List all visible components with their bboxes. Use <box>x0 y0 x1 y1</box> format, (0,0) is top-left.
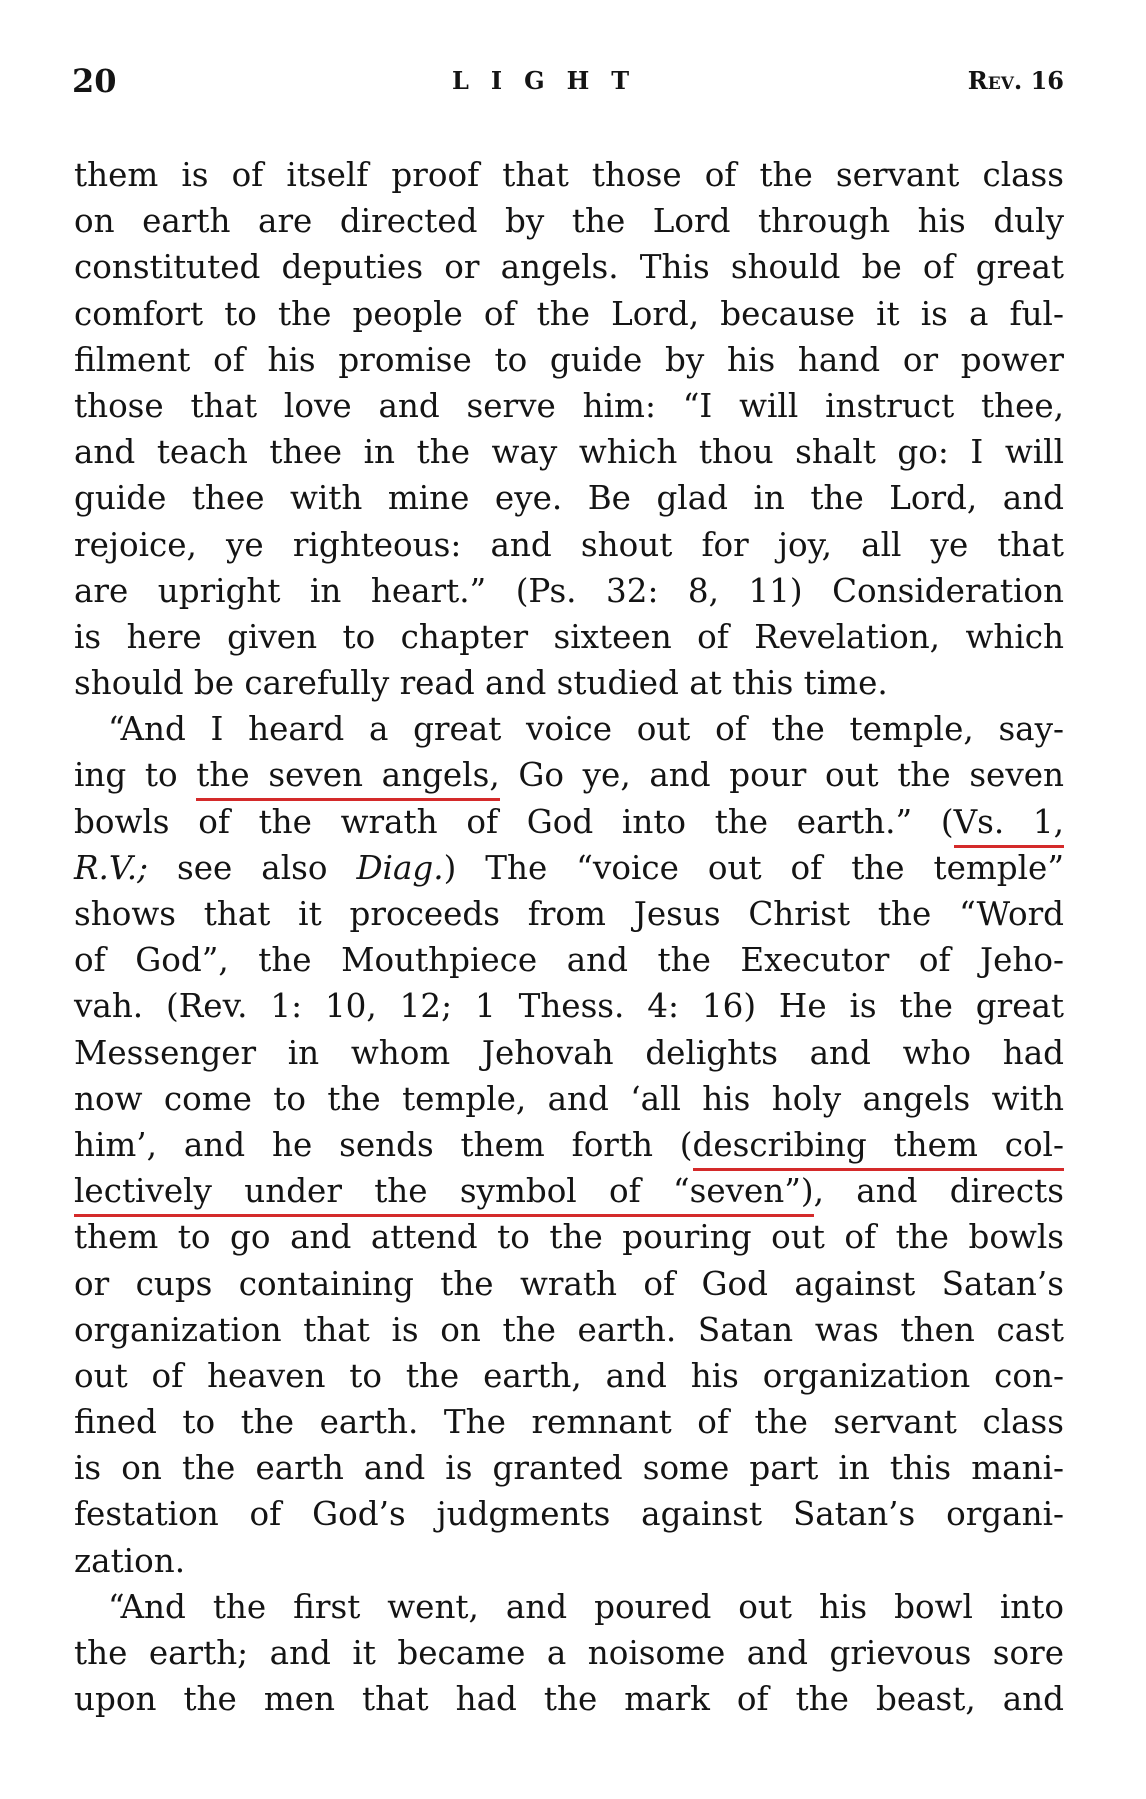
red-underline-annotation: Vs. 1, <box>954 803 1064 848</box>
text-segment: bowls of the wrath of God into the earth.” ( <box>74 802 954 841</box>
section-reference: Rev. 16 <box>967 66 1064 95</box>
text-line: out of heaven to the earth, and his organization con- <box>74 1356 1064 1395</box>
text-segment: , and directs <box>813 1172 1064 1211</box>
text-line: those that love and serve him: “I will instruct thee, <box>74 386 1064 425</box>
text-line: now come to the temple, and ‘all his holy angels with <box>74 1079 1064 1118</box>
text-line: is here given to chapter sixteen of Revelation, which <box>74 617 1064 656</box>
text-line: fined to the earth. The remnant of the servant class <box>74 1403 1064 1442</box>
text-line: vah. (Rev. 1: 10, 12; 1 Thess. 4: 16) He is the great <box>74 987 1064 1026</box>
text-line: them to go and attend to the pouring out of the bowls <box>74 1218 1064 1257</box>
text-line: and teach thee in the way which thou shalt go: I will <box>74 433 1064 472</box>
red-underline-annotation: lectively under the symbol of “seven”) <box>74 1172 814 1217</box>
text-line: Messenger in whom Jehovah delights and who had <box>74 1033 1064 1072</box>
text-line: constituted deputies or angels. This should be of great <box>74 248 1064 287</box>
text-line: rejoice, ye righteous: and shout for joy, all ye that <box>74 525 1064 564</box>
text-line: them is of itself proof that those of the servant class <box>74 156 1064 194</box>
text-line: are upright in heart.” (Ps. 32: 8, 11) Consideration <box>74 571 1064 610</box>
text-line: comfort to the people of the Lord, because it is a ful- <box>74 294 1064 333</box>
text-line: filment of his promise to guide by his hand or power <box>74 340 1064 379</box>
italic-segment: Diag. <box>356 848 444 887</box>
text-line: or cups containing the wrath of God against Satan’s <box>74 1264 1064 1303</box>
text-line: shows that it proceeds from Jesus Christ the “Word <box>74 895 1064 933</box>
text-line: of God”, the Mouthpiece and the Executor of Jeho- <box>74 941 1064 980</box>
text-line: on earth are directed by the Lord through his duly <box>74 202 1064 241</box>
text-segment: Go ye, and pour out the seven <box>499 756 1064 795</box>
running-title: LIGHT <box>452 66 652 95</box>
text-line <box>74 752 1064 798</box>
italic-segment: R.V.; <box>74 848 149 887</box>
red-underline-annotation: the seven angels, <box>196 756 499 801</box>
text-line: should be carefully read and studied at this time. <box>74 664 888 703</box>
text-line: organization that is on the earth. Satan was then cast <box>74 1310 1064 1349</box>
paragraph-start-line: “And I heard a great voice out of the temple, say- <box>108 710 1064 749</box>
text-segment: him’, and he sends them forth ( <box>74 1125 693 1164</box>
text-line <box>74 845 1064 891</box>
text-line: is on the earth and is granted some part in this mani- <box>74 1449 1064 1488</box>
text-line: upon the men that had the mark of the beast, and <box>74 1680 1064 1719</box>
red-underline-annotation: describing them col- <box>693 1126 1064 1171</box>
text-segment: ) The “voice out of the temple” <box>443 848 1064 887</box>
text-line <box>74 799 1064 845</box>
page-header <box>72 62 1064 112</box>
text-line: guide thee with mine eye. Be glad in the Lord, and <box>74 479 1064 518</box>
page-number: 20 <box>72 62 117 100</box>
text-line: zation. <box>74 1541 186 1580</box>
text-line <box>74 1122 1064 1168</box>
text-segment: ing to <box>74 756 197 795</box>
paragraph-start-line: “And the first went, and poured out his bowl into <box>108 1587 1064 1626</box>
body-text <box>74 152 1064 1722</box>
text-line <box>74 1168 1064 1214</box>
text-segment: see also <box>148 848 357 887</box>
text-line: festation of God’s judgments against Satan’s organi- <box>74 1495 1064 1534</box>
text-line: the earth; and it became a noisome and grievous sore <box>74 1634 1064 1672</box>
